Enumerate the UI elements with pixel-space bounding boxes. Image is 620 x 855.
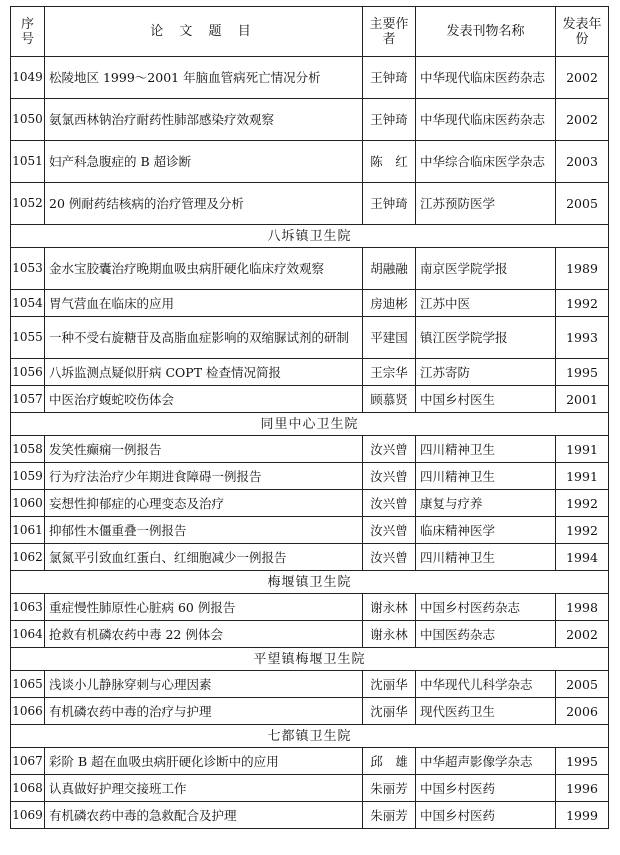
- cell-title: 中医治疗蝮蛇咬伤体会: [45, 386, 363, 413]
- cell-author: 胡融融: [363, 248, 416, 290]
- table-row: [11, 671, 609, 698]
- cell-title: 有机磷农药中毒的治疗与护理: [45, 698, 363, 725]
- publication-table: [10, 6, 609, 829]
- cell-no: 1051: [11, 141, 45, 183]
- cell-title: 抢救有机磷农药中毒 22 例体会: [45, 621, 363, 648]
- cell-journal: 南京医学院学报: [416, 248, 556, 290]
- cell-author: 沈丽华: [363, 671, 416, 698]
- table-row: [11, 594, 609, 621]
- cell-no: 1065: [11, 671, 45, 698]
- cell-year: 1999: [556, 802, 609, 829]
- cell-author: 王宗华: [363, 359, 416, 386]
- header-author: 主要作者: [363, 7, 416, 57]
- table-row: [11, 775, 609, 802]
- publication-table-container: [10, 6, 608, 829]
- cell-author: 朱丽芳: [363, 775, 416, 802]
- cell-year: 1989: [556, 248, 609, 290]
- cell-author: 顾慕贤: [363, 386, 416, 413]
- cell-title: 行为疗法治疗少年期进食障碍一例报告: [45, 463, 363, 490]
- cell-author: 汝兴曾: [363, 463, 416, 490]
- cell-title: 氯氮平引致血红蛋白、红细胞减少一例报告: [45, 544, 363, 571]
- cell-author: 王钟琦: [363, 99, 416, 141]
- table-row: [11, 436, 609, 463]
- cell-journal: 江苏中医: [416, 290, 556, 317]
- table-row: [11, 544, 609, 571]
- table-row: [11, 517, 609, 544]
- cell-journal: 中华现代临床医药杂志: [416, 99, 556, 141]
- cell-title: 发笑性癫痫一例报告: [45, 436, 363, 463]
- cell-year: 2002: [556, 57, 609, 99]
- cell-year: 2001: [556, 386, 609, 413]
- table-row: [11, 490, 609, 517]
- cell-title: 认真做好护理交接班工作: [45, 775, 363, 802]
- cell-journal: 康复与疗养: [416, 490, 556, 517]
- cell-journal: 临床精神医学: [416, 517, 556, 544]
- cell-no: 1062: [11, 544, 45, 571]
- cell-year: 1995: [556, 748, 609, 775]
- cell-journal: 四川精神卫生: [416, 436, 556, 463]
- cell-no: 1066: [11, 698, 45, 725]
- cell-author: 陈 红: [363, 141, 416, 183]
- cell-year: 1991: [556, 436, 609, 463]
- header-year: 发表年份: [556, 7, 609, 57]
- cell-year: 1992: [556, 517, 609, 544]
- cell-author: 汝兴曾: [363, 490, 416, 517]
- cell-author: 谢永林: [363, 621, 416, 648]
- cell-no: 1053: [11, 248, 45, 290]
- cell-year: 1995: [556, 359, 609, 386]
- table-row: [11, 141, 609, 183]
- cell-no: 1060: [11, 490, 45, 517]
- header-no: 序号: [11, 7, 45, 57]
- cell-no: 1063: [11, 594, 45, 621]
- table-row: [11, 248, 609, 290]
- cell-journal: 镇江医学院学报: [416, 317, 556, 359]
- table-row: [11, 183, 609, 225]
- table-row: [11, 99, 609, 141]
- cell-no: 1067: [11, 748, 45, 775]
- cell-no: 1061: [11, 517, 45, 544]
- section-header-row: [11, 648, 609, 671]
- table-row: [11, 698, 609, 725]
- cell-year: 1993: [556, 317, 609, 359]
- cell-year: 2002: [556, 99, 609, 141]
- cell-journal: 四川精神卫生: [416, 544, 556, 571]
- section-title: 同里中心卫生院: [11, 413, 609, 436]
- cell-journal: 江苏预防医学: [416, 183, 556, 225]
- cell-no: 1055: [11, 317, 45, 359]
- section-title: 八坼镇卫生院: [11, 225, 609, 248]
- cell-title: 重症慢性肺原性心脏病 60 例报告: [45, 594, 363, 621]
- cell-no: 1057: [11, 386, 45, 413]
- table-row: [11, 57, 609, 99]
- cell-no: 1058: [11, 436, 45, 463]
- cell-author: 邱 雄: [363, 748, 416, 775]
- cell-year: 2005: [556, 183, 609, 225]
- cell-journal: 中国乡村医生: [416, 386, 556, 413]
- cell-author: 汝兴曾: [363, 436, 416, 463]
- cell-title: 浅谈小儿静脉穿刺与心理因素: [45, 671, 363, 698]
- table-row: [11, 317, 609, 359]
- cell-title: 妄想性抑郁症的心理变态及治疗: [45, 490, 363, 517]
- table-header-row: [11, 7, 609, 57]
- cell-author: 汝兴曾: [363, 517, 416, 544]
- cell-author: 朱丽芳: [363, 802, 416, 829]
- section-header-row: [11, 571, 609, 594]
- cell-journal: 江苏寄防: [416, 359, 556, 386]
- cell-title: 八坼监测点疑似肝病 COPT 检查情况简报: [45, 359, 363, 386]
- cell-journal: 中国乡村医药杂志: [416, 594, 556, 621]
- table-row: [11, 621, 609, 648]
- cell-author: 王钟琦: [363, 183, 416, 225]
- cell-year: 2005: [556, 671, 609, 698]
- section-title: 梅堰镇卫生院: [11, 571, 609, 594]
- cell-author: 平建国: [363, 317, 416, 359]
- cell-title: 一种不受右旋糖苷及高脂血症影响的双缩脲试剂的研制: [45, 317, 363, 359]
- cell-journal: 中国乡村医药: [416, 775, 556, 802]
- cell-journal: 中华超声影像学杂志: [416, 748, 556, 775]
- cell-journal: 中国医药杂志: [416, 621, 556, 648]
- table-row: [11, 386, 609, 413]
- cell-author: 沈丽华: [363, 698, 416, 725]
- cell-year: 1996: [556, 775, 609, 802]
- table-body: [11, 57, 609, 829]
- section-header-row: [11, 725, 609, 748]
- cell-title: 有机磷农药中毒的急救配合及护理: [45, 802, 363, 829]
- cell-journal: 中华现代儿科学杂志: [416, 671, 556, 698]
- cell-no: 1069: [11, 802, 45, 829]
- table-row: [11, 748, 609, 775]
- cell-year: 1991: [556, 463, 609, 490]
- cell-title: 松陵地区 1999～2001 年脑血管病死亡情况分析: [45, 57, 363, 99]
- cell-author: 房迪彬: [363, 290, 416, 317]
- cell-title: 氨氯西林钠治疗耐药性肺部感染疗效观察: [45, 99, 363, 141]
- table-row: [11, 802, 609, 829]
- cell-no: 1064: [11, 621, 45, 648]
- cell-title: 胃气营血在临床的应用: [45, 290, 363, 317]
- table-row: [11, 359, 609, 386]
- cell-no: 1050: [11, 99, 45, 141]
- cell-title: 20 例耐药结核病的治疗管理及分析: [45, 183, 363, 225]
- header-title: 论 文 题 目: [45, 7, 363, 57]
- cell-title: 妇产科急腹症的 B 超诊断: [45, 141, 363, 183]
- cell-journal: 现代医药卫生: [416, 698, 556, 725]
- cell-year: 1992: [556, 490, 609, 517]
- cell-author: 谢永林: [363, 594, 416, 621]
- header-journal: 发表刊物名称: [416, 7, 556, 57]
- cell-journal: 中华综合临床医学杂志: [416, 141, 556, 183]
- section-header-row: [11, 225, 609, 248]
- cell-no: 1054: [11, 290, 45, 317]
- table-row: [11, 290, 609, 317]
- table-row: [11, 463, 609, 490]
- cell-year: 1994: [556, 544, 609, 571]
- cell-title: 抑郁性木僵重叠一例报告: [45, 517, 363, 544]
- section-title: 七都镇卫生院: [11, 725, 609, 748]
- cell-no: 1052: [11, 183, 45, 225]
- cell-year: 2002: [556, 621, 609, 648]
- section-title: 平望镇梅堰卫生院: [11, 648, 609, 671]
- cell-title: 金水宝胶囊治疗晚期血吸虫病肝硬化临床疗效观察: [45, 248, 363, 290]
- cell-no: 1056: [11, 359, 45, 386]
- cell-year: 2006: [556, 698, 609, 725]
- cell-no: 1059: [11, 463, 45, 490]
- cell-title: 彩阶 B 超在血吸虫病肝硬化诊断中的应用: [45, 748, 363, 775]
- cell-year: 2003: [556, 141, 609, 183]
- cell-author: 汝兴曾: [363, 544, 416, 571]
- cell-year: 1992: [556, 290, 609, 317]
- cell-no: 1068: [11, 775, 45, 802]
- cell-journal: 中国乡村医药: [416, 802, 556, 829]
- cell-no: 1049: [11, 57, 45, 99]
- cell-year: 1998: [556, 594, 609, 621]
- section-header-row: [11, 413, 609, 436]
- cell-author: 王钟琦: [363, 57, 416, 99]
- cell-journal: 中华现代临床医药杂志: [416, 57, 556, 99]
- cell-journal: 四川精神卫生: [416, 463, 556, 490]
